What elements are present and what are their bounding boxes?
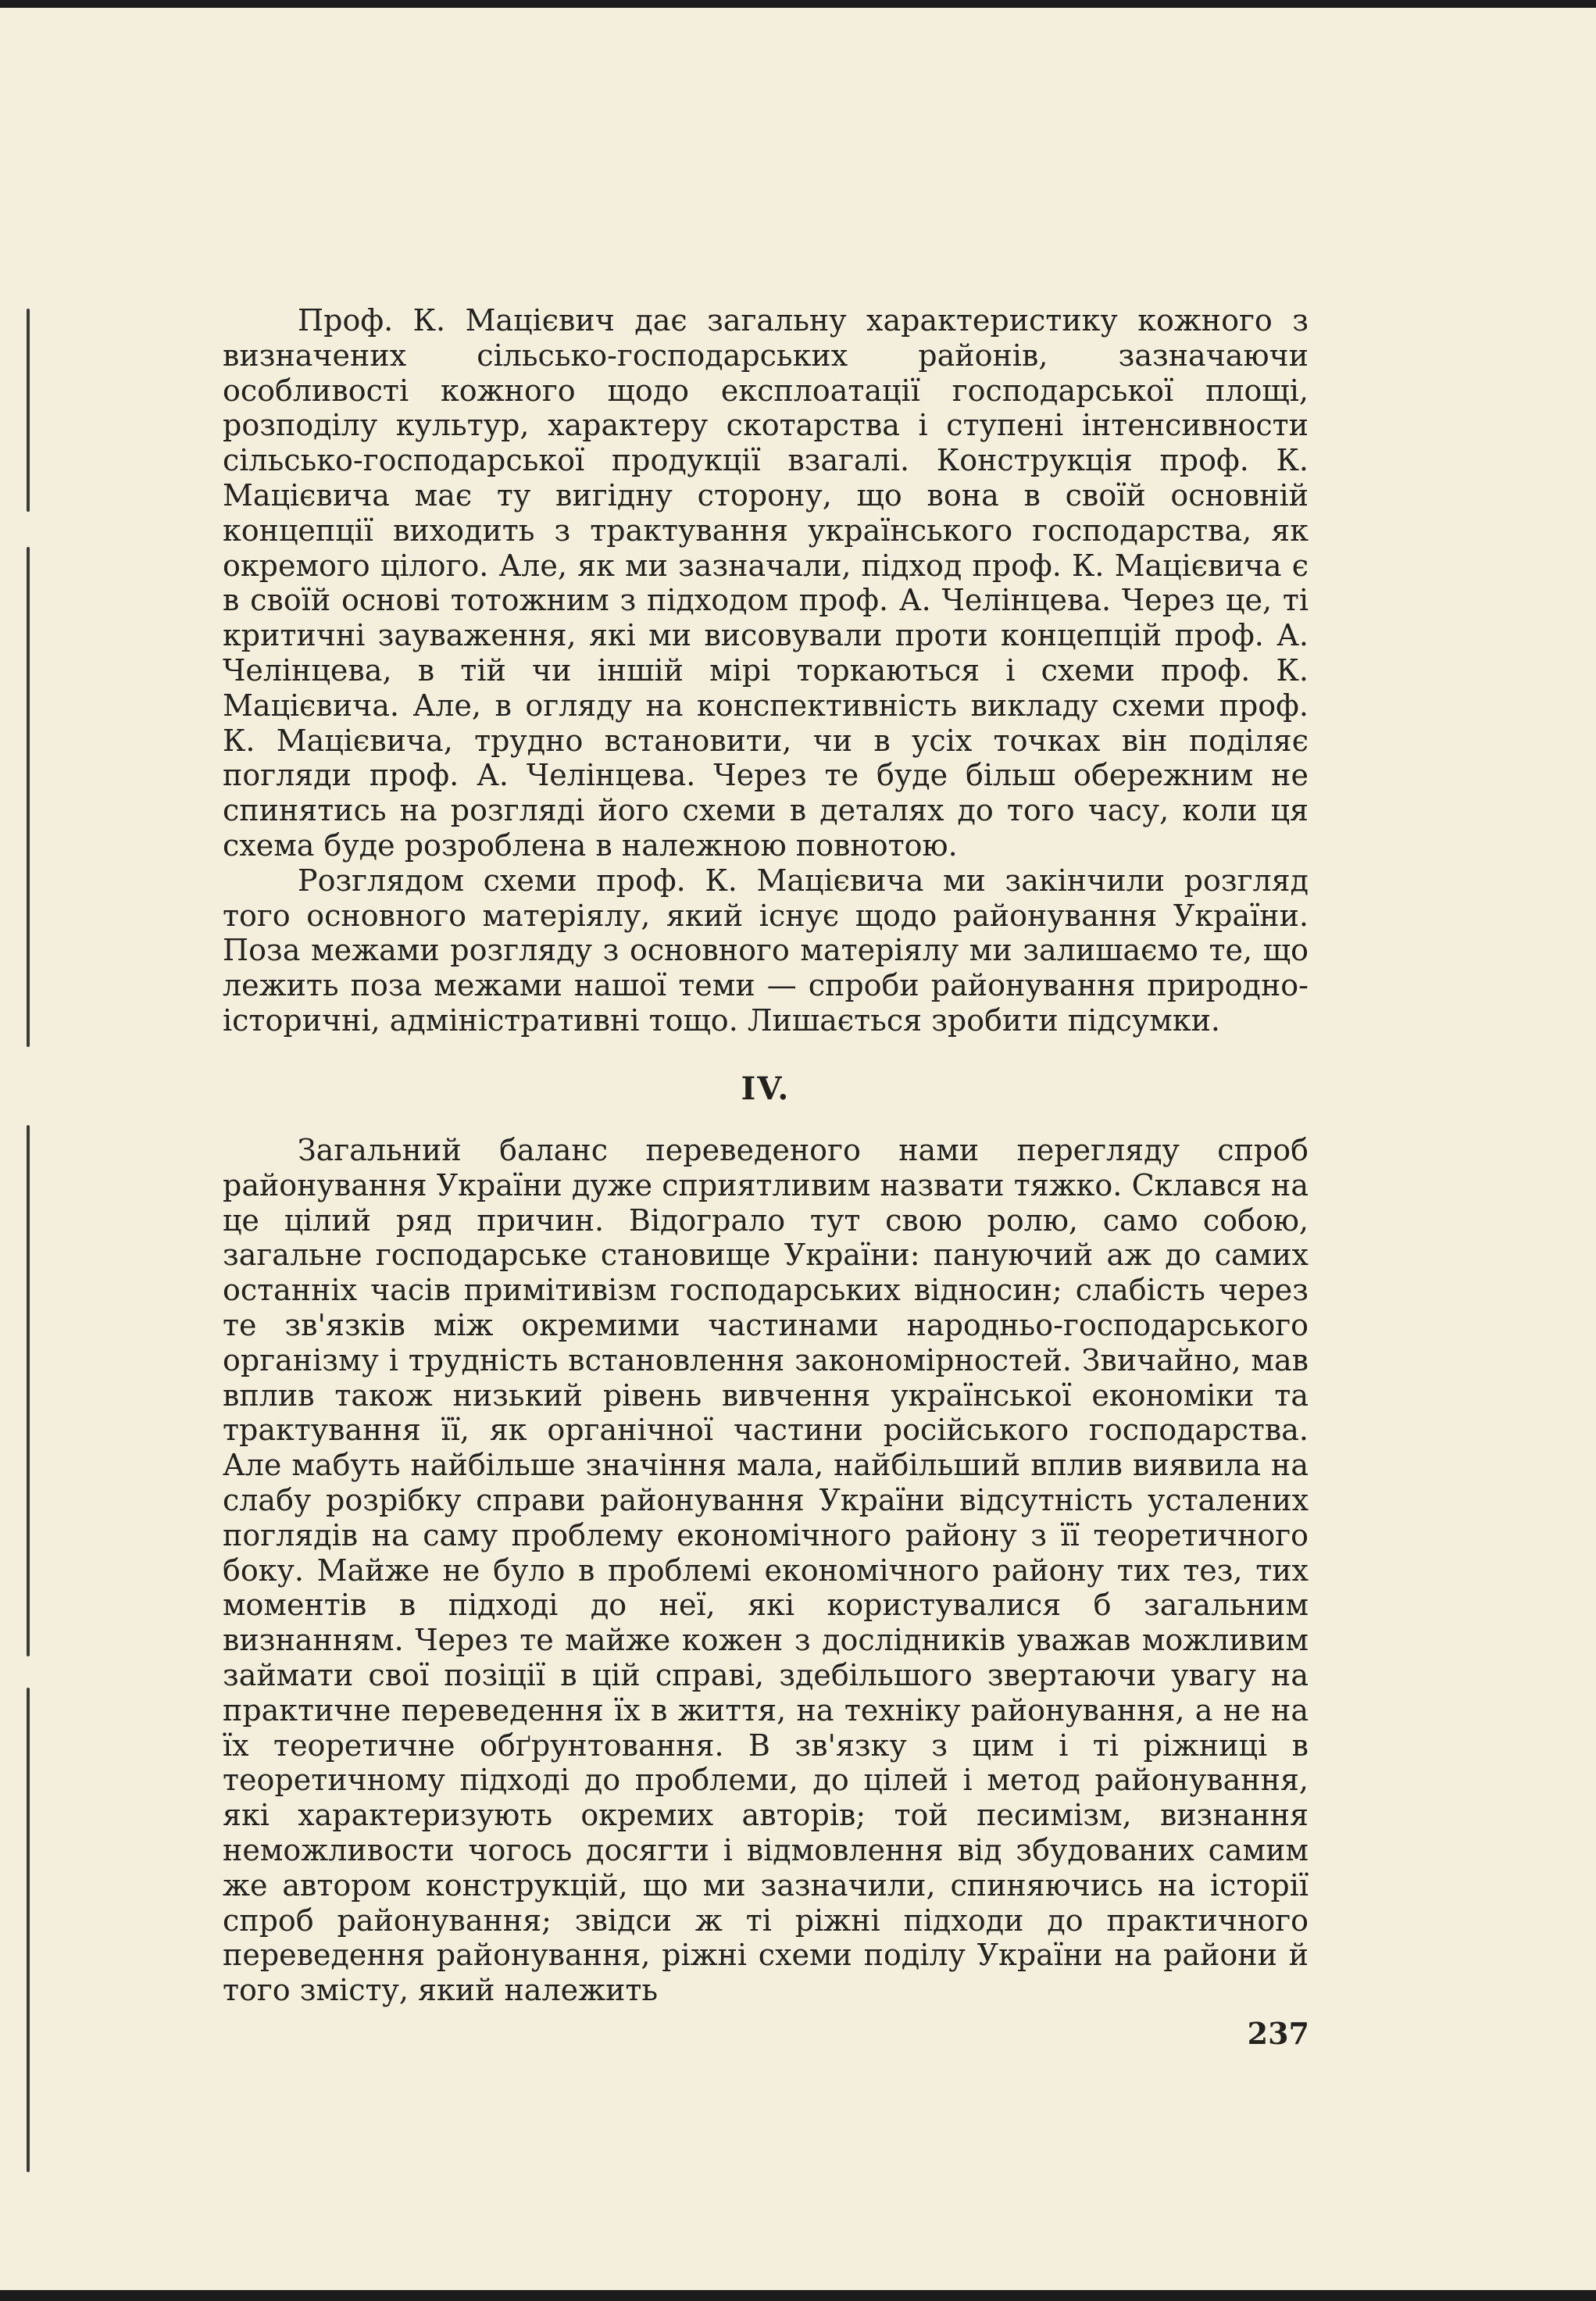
page-number: 237 [1247,2016,1309,2051]
page-bottom-edge [0,2290,1596,2301]
paragraph: Проф. К. Мацієвич дає загальну характеристику кожного з визначених сільсько-господарських районів, зазначаючи особливості кожного щодо експлоатації господарської площі, розподілу культур, характеру скотарства і ступені інтенсивности сільсько-господарської продукції взагалі. Конструкція проф. К. Мацієвича має ту вигідну сторону, що вона в своїй основній концепції виходить з трактування українського господарства, як окремого цілого. Але, як ми зазначали, підход проф. К. Мацієвича є в своїй основі тотожним з підходом проф. А. Челінцева. Через це, ті критичні зауваження, які ми висовували проти концепцій проф. А. Челінцева, в тій чи іншій мірі торкаються і схеми проф. К. Мацієвича. Але, в огляду на конспективність викладу схеми проф. К. Мацієвича, трудно встановити, чи в усіх точках він поділяє погляди проф. А. Челінцева. Через те буде більш обережним не спинятись на розгляді його схеми в деталях до того часу, коли ця схема буде розроблена в належною повнотою. [223,303,1309,863]
binding-gutter-line [27,309,30,512]
binding-gutter-line [27,547,30,1047]
paragraph: Загальний баланс переведеного нами перегляду спроб районування України дуже сприятливим назвати тяжко. Склався на це цілий ряд причин. Відограло тут свою ролю, само собою, загальне господарське становище України: пануючий аж до самих останніх часів примітивізм господарських відносин; слабість через те зв'язків між окремими частинами народньо-господарського організму і трудність встановлення закономірностей. Звичайно, мав вплив також низький рівень вивчення української економіки та трактування її, як органічної частини російського господарства. Але мабуть найбільше значіння мала, найбільший вплив виявила на слабу розрібку справи районування України відсутність усталених поглядів на саму проблему економічного району з її теоретичного боку. Майже не було в проблемі економічного району тих тез, тих моментів в підході до неї, які користувалися б загальним визнанням. Через те майже кожен з дослідників уважав можливим займати свої позіції в цій справі, здебільшого звертаючи увагу на практичне переведення їх в життя, на техніку районування, а не на їх теоретичне обґрунтовання. В зв'язку з цим і ті ріжниці в теоретичному підході до проблеми, до цілей і метод районування, які характеризують окремих авторів; той песимізм, визнання неможливости чогось досягти і відмовлення від збудованих самим же автором конструкцій, що ми зазначили, спиняючись на історії спроб районування; звідси ж ті ріжні підходи до практичного переведення районування, ріжні схеми поділу України на райони й того змісту, який належить [223,1133,1309,2008]
body-text-top [223,303,1309,1038]
binding-gutter-line [27,1688,30,2172]
section-heading: IV. [741,1070,791,1107]
body-text-bottom [223,1133,1309,2008]
page-top-edge [0,0,1596,8]
paragraph: Розглядом схеми проф. К. Мацієвича ми закінчили розгляд того основного матеріялу, який існує щодо районування України. Поза межами розгляду з основного матеріялу ми залишаємо те, що лежить поза межами нашої теми — спроби районування природно-історичні, адміністративні тощо. Лишається зробити підсумки. [223,863,1309,1038]
binding-gutter-line [27,1125,30,1656]
